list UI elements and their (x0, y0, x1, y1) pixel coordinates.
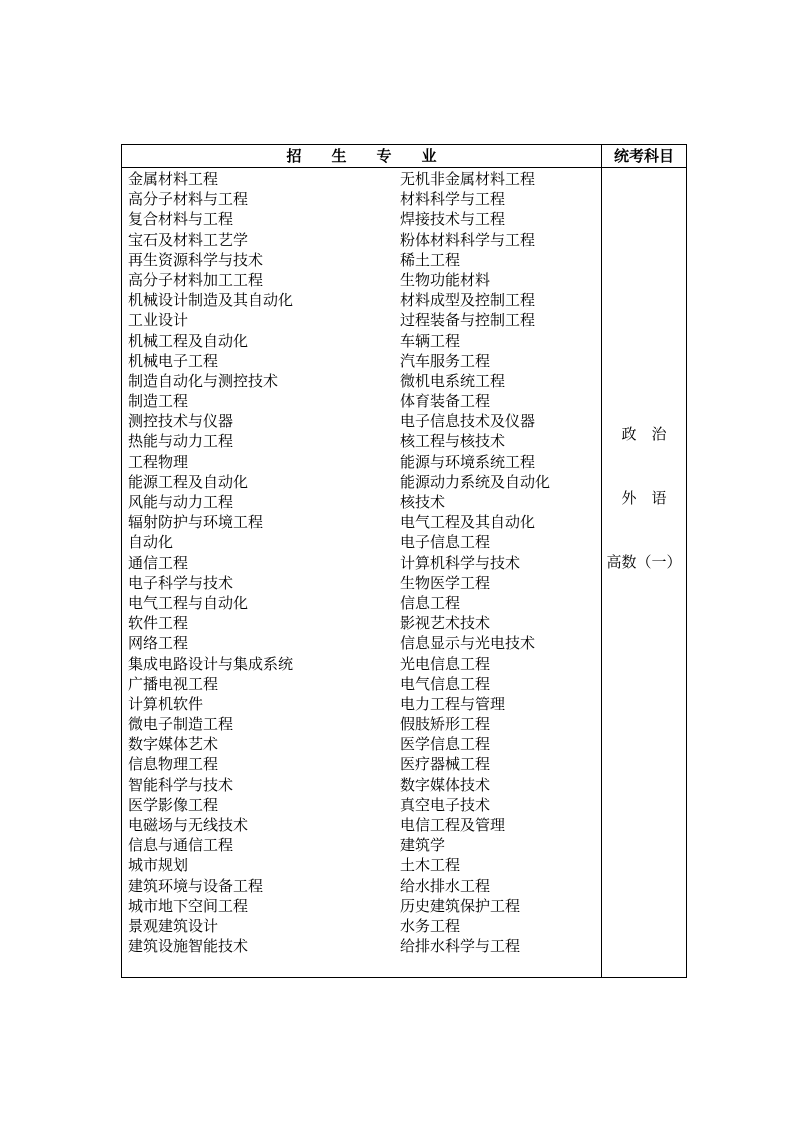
major-item: 辐射防护与环境工程 (128, 513, 264, 532)
major-item: 影视艺术技术 (400, 614, 491, 633)
major-item: 计算机软件 (128, 694, 204, 713)
major-item: 城市地下空间工程 (128, 896, 249, 915)
major-item: 数字媒体艺术 (128, 735, 219, 754)
major-item: 电力工程与管理 (400, 694, 506, 713)
major-item: 体育装备工程 (400, 392, 491, 411)
major-item: 信息工程 (400, 593, 461, 612)
major-item: 复合材料与工程 (128, 210, 234, 229)
major-item: 高分子材料与工程 (128, 190, 249, 209)
major-item: 建筑环境与设备工程 (128, 876, 264, 895)
major-item: 工业设计 (128, 311, 189, 330)
major-item: 电子科学与技术 (128, 573, 234, 592)
major-item: 汽车服务工程 (400, 351, 491, 370)
major-item: 微电子制造工程 (128, 715, 234, 734)
major-item: 景观建筑设计 (128, 916, 219, 935)
major-item: 测控技术与仪器 (128, 412, 234, 431)
major-item: 热能与动力工程 (128, 432, 234, 451)
header-subjects: 统考科目 (601, 145, 686, 167)
subject-math: 高数（一） (606, 553, 682, 571)
major-item: 城市规划 (128, 856, 189, 875)
major-item: 过程装备与控制工程 (400, 311, 536, 330)
major-item: 土木工程 (400, 856, 461, 875)
major-item: 建筑设施智能技术 (128, 937, 249, 956)
major-item: 电信工程及管理 (400, 816, 506, 834)
major-item: 再生资源科学与技术 (128, 250, 264, 269)
major-item: 给水排水工程 (400, 876, 491, 895)
major-item: 真空电子技术 (400, 795, 491, 814)
major-item: 电子信息工程 (400, 533, 491, 552)
major-item: 机械电子工程 (128, 351, 219, 370)
major-item: 医学信息工程 (400, 735, 491, 754)
major-item: 集成电路设计与集成系统 (128, 654, 294, 673)
major-item: 粉体材料科学与工程 (400, 230, 536, 249)
major-item: 能源动力系统及自动化 (400, 472, 551, 491)
header-majors: 招 生 专 业 (286, 147, 437, 165)
major-item: 材料成型及控制工程 (400, 291, 536, 310)
major-item: 假肢矫形工程 (400, 715, 491, 734)
major-item: 信息与通信工程 (128, 836, 234, 855)
major-item: 稀土工程 (400, 250, 461, 269)
major-item: 金属材料工程 (128, 170, 219, 188)
major-item: 广播电视工程 (128, 674, 219, 693)
major-item: 信息显示与光电技术 (400, 634, 536, 653)
major-item: 历史建筑保护工程 (400, 896, 521, 915)
major-item: 制造自动化与测控技术 (128, 371, 279, 390)
major-item: 网络工程 (128, 634, 189, 653)
major-item: 无机非金属材料工程 (400, 170, 536, 188)
major-item: 数字媒体技术 (400, 775, 491, 794)
major-item: 通信工程 (128, 553, 189, 572)
major-item: 风能与动力工程 (128, 493, 234, 511)
majors-right-column (400, 169, 550, 956)
major-item: 电磁场与无线技术 (128, 816, 249, 834)
major-item: 自动化 (128, 533, 174, 552)
major-item: 软件工程 (128, 614, 189, 633)
major-item: 宝石及材料工艺学 (128, 230, 249, 249)
major-item: 焊接技术与工程 (400, 210, 506, 229)
major-item: 机械设计制造及其自动化 (128, 291, 294, 310)
major-item: 核技术 (400, 493, 446, 511)
major-item: 建筑学 (400, 836, 446, 855)
major-item: 车辆工程 (400, 331, 461, 350)
major-item: 电子信息技术及仪器 (400, 412, 536, 431)
exam-subjects-cell (602, 167, 686, 977)
subject-politics: 政 治 (621, 425, 667, 443)
major-item: 核工程与核技术 (400, 432, 506, 451)
major-item: 给排水科学与工程 (400, 937, 521, 956)
major-item: 电气工程与自动化 (128, 593, 249, 612)
major-item: 医学影像工程 (128, 795, 219, 814)
major-item: 高分子材料加工工程 (128, 270, 264, 289)
major-item: 电气工程及其自动化 (400, 513, 536, 532)
major-item: 医疗器械工程 (400, 755, 491, 774)
major-item: 能源与环境系统工程 (400, 452, 536, 471)
major-item: 微机电系统工程 (400, 371, 506, 390)
major-item: 生物功能材料 (400, 270, 491, 289)
major-item: 能源工程及自动化 (128, 472, 249, 491)
major-item: 材料科学与工程 (400, 190, 506, 209)
major-item: 水务工程 (400, 916, 461, 935)
subject-foreign-language: 外 语 (621, 489, 667, 507)
major-item: 光电信息工程 (400, 654, 491, 673)
table-header-row (122, 145, 686, 168)
major-item: 机械工程及自动化 (128, 331, 249, 350)
major-item: 工程物理 (128, 452, 189, 471)
major-item: 信息物理工程 (128, 755, 219, 774)
major-item: 智能科学与技术 (128, 775, 234, 794)
major-item: 电气信息工程 (400, 674, 491, 693)
admissions-table (121, 144, 687, 978)
majors-left-column (128, 169, 293, 956)
major-item: 生物医学工程 (400, 573, 491, 592)
major-item: 计算机科学与技术 (400, 553, 521, 572)
major-item: 制造工程 (128, 392, 189, 411)
